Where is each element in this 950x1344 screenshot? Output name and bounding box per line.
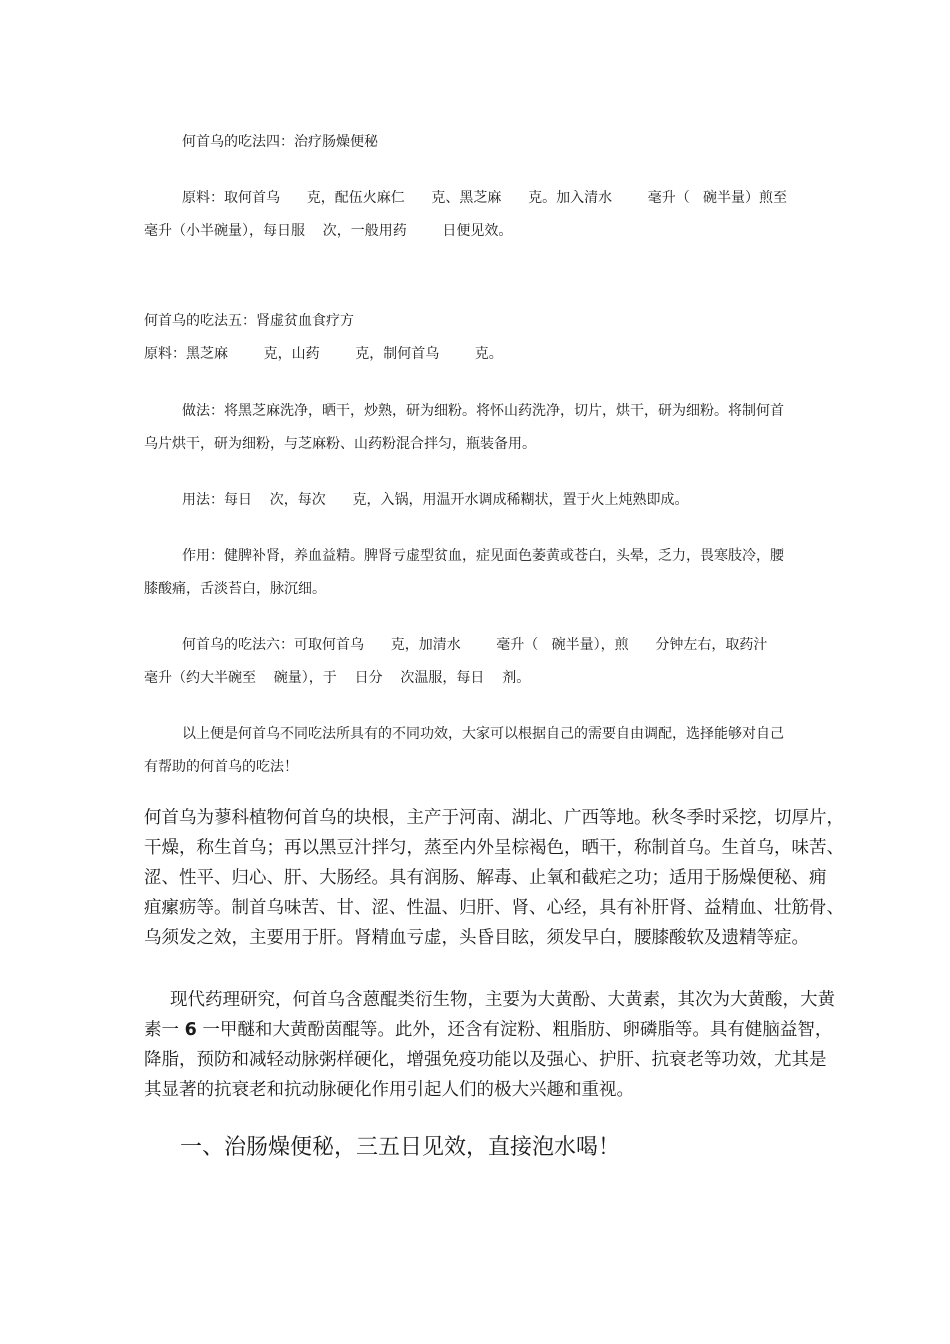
pharma-line2	[144, 1017, 832, 1043]
intro-line4: 疽瘰疬等。制首乌味苦、甘、涩、性温、归肝、肾、心经，具有补肝肾、益精血、壮筋骨、	[144, 898, 844, 918]
section5-effect-line1: 作用：健脾补肾，养血益精。脾肾亏虚型贫血，症见面色萎黄或苍白，头晕，乏力，畏寒肢冷，腰	[182, 548, 784, 564]
intro-line1: 何首乌为蓼科植物何首乌的块根，主产于河南、湖北、广西等地。秋冬季时采挖，切厚片，	[144, 808, 844, 828]
summary-line1: 以上便是何首乌不同吃法所具有的不同功效，大家可以根据自己的需要自由调配，选择能够对自己	[182, 726, 784, 742]
section5-method-line1: 做法：将黑芝麻洗净，晒干，炒熟，研为细粉。将怀山药洗净，切片，烘干，研为细粉。将制何首	[182, 403, 784, 419]
intro-line3: 涩、性平、归心、肝、大肠经。具有润肠、解毒、止氧和截疟之功；适用于肠燥便秘、痈	[144, 868, 827, 888]
section5-effect-line2: 膝酸痛，舌淡苔白，脉沉细。	[144, 581, 326, 597]
section4-ingredients-line1: 原料：取何首乌 克，配伍火麻仁 克、黑芝麻 克。加入清水 毫升（ 碗半量）煎至	[182, 190, 788, 206]
pharma-line2-pre: 素一	[144, 1020, 185, 1040]
pharma-line2-number: 6	[184, 1020, 197, 1040]
summary-line2: 有帮助的何首乌的吃法！	[144, 759, 298, 775]
pharma-line1: 现代药理研究，何首乌含蒽醌类衍生物，主要为大黄酚、大黄素，其次为大黄酸，大黄	[170, 990, 835, 1010]
intro-line2: 干燥，称生首乌；再以黑豆汁拌匀，蒸至内外呈棕褐色，晒干，称制首乌。生首乌，味苦、	[144, 838, 844, 858]
pharma-line4: 其显著的抗衰老和抗动脉硬化作用引起人们的极大兴趣和重视。	[144, 1080, 634, 1100]
section6-line1: 何首乌的吃法六：可取何首乌 克，加清水 毫升（ 碗半量），煎 分钟左右，取药汁	[182, 637, 768, 653]
section5-usage: 用法：每日 次，每次 克，入锅，用温开水调成稀糊状，置于火上炖熟即成。	[182, 492, 689, 508]
section4-ingredients-line2: 毫升（小半碗量），每日服 次，一般用药 日便见效。	[144, 223, 513, 239]
section5-ingredients: 原料：黑芝麻 克，山药 克，制何首乌 克。	[144, 346, 503, 362]
section4-title: 何首乌的吃法四：治疗肠燥便秘	[182, 134, 378, 150]
pharma-line2-post: 一甲醚和大黄酚茵醌等。此外，还含有淀粉、粗脂肪、卵磷脂等。具有健脑益智，	[196, 1020, 833, 1040]
section6-line2: 毫升（约大半碗至 碗量），于 日分 次温服，每日 剂。	[144, 670, 531, 686]
section5-title: 何首乌的吃法五：肾虚贫血食疗方	[144, 313, 354, 329]
intro-line5: 乌须发之效，主要用于肝。肾精血亏虚，头昏目眩，须发早白，腰膝酸软及遗精等症。	[144, 928, 809, 948]
section-heading: 一、治肠燥便秘，三五日见效，直接泡水喝！	[180, 1135, 621, 1160]
pharma-line3: 降脂，预防和减轻动脉粥样硬化，增强免疫功能以及强心、护肝、抗衰老等功效，尤其是	[144, 1050, 827, 1070]
section5-method-line2: 乌片烘干，研为细粉，与芝麻粉、山药粉混合拌匀，瓶装备用。	[144, 436, 536, 452]
